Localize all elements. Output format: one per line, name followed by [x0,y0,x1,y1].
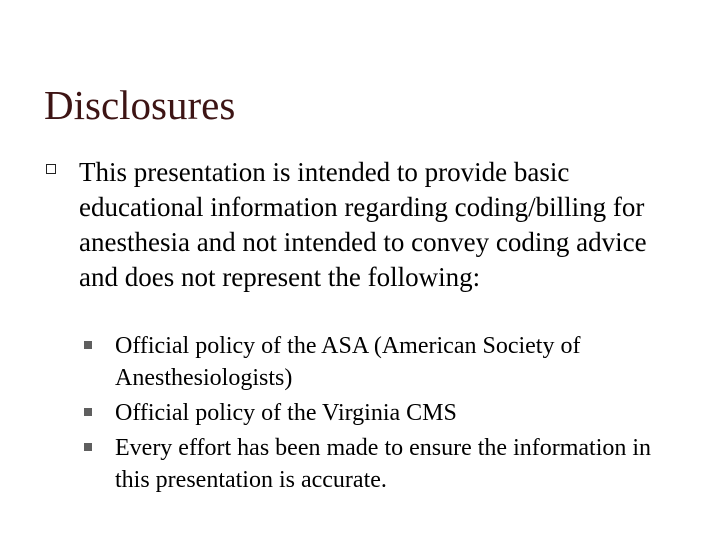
sub-bullet-list [84,330,684,496]
filled-square-bullet-icon [84,408,92,416]
sub-bullet-item [84,330,684,394]
filled-square-bullet-icon [84,443,92,451]
sub-bullet-text: Official policy of the Virginia CMS [115,400,457,426]
hollow-square-bullet-icon [46,164,56,174]
slide-title: Disclosures [44,82,236,128]
sub-bullet-text: Official policy of the ASA (American Society of Anesthesiologists) [115,333,581,391]
sub-bullet-text: Every effort has been made to ensure the information in this presentation is accurate. [115,435,652,493]
filled-square-bullet-icon [84,341,92,349]
main-bullet [44,155,684,295]
main-bullet-text: This presentation is intended to provide basic educational information regarding coding/billing for anesthesia and not intended to convey coding advice and does not represent the following: [79,157,647,292]
sub-bullet-item [84,432,684,496]
sub-bullet-item [84,397,684,429]
